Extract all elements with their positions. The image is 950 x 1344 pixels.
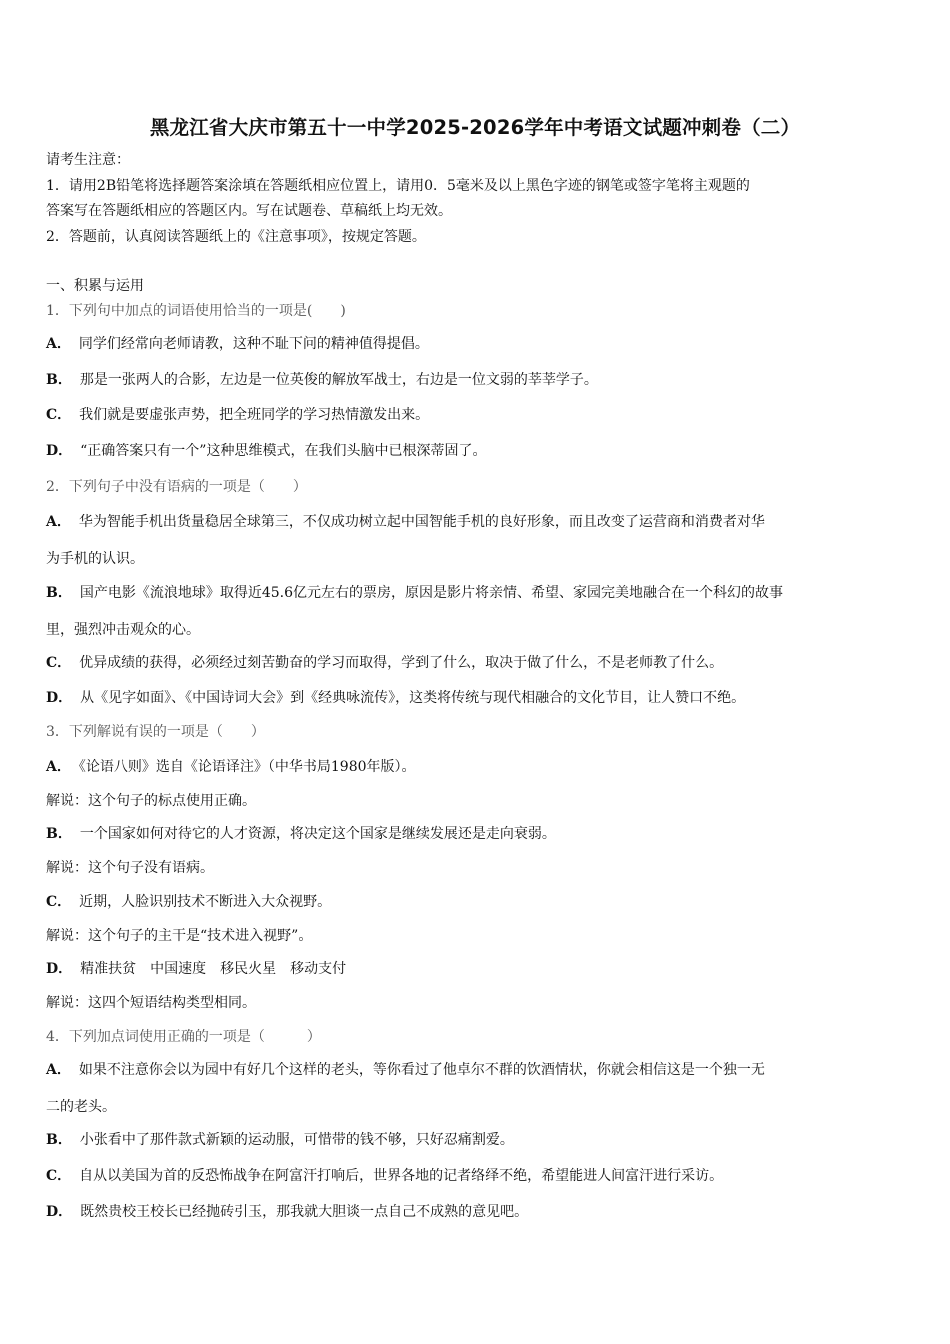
q2-option-d bbox=[46, 688, 908, 708]
notice-line-1-cont: 答案写在答题纸相应的答题区内。写在试题卷、草稿纸上均无效。 bbox=[46, 203, 452, 219]
option-label: D． bbox=[46, 1204, 73, 1220]
option-text: “正确答案只有一个”这种思维模式，在我们头脑中已根深蒂固了。 bbox=[80, 443, 487, 459]
q2-option-c bbox=[46, 653, 908, 673]
option-text: 如果不注意你会以为园中有好几个这样的老头，等你看过了他卓尔不群的饮酒情状，你就会相信这是一个独一无 bbox=[78, 1062, 765, 1078]
page-title: 黑龙江省大庆市第五十一中学2025-2026学年中考语文试题冲刺卷（二） bbox=[149, 116, 801, 139]
q1-option-c bbox=[46, 405, 908, 425]
option-label: B． bbox=[46, 826, 72, 842]
term: 移民火星 bbox=[220, 961, 277, 977]
option-label: C． bbox=[46, 407, 72, 423]
option-label: D． bbox=[46, 961, 73, 977]
q4-option-a-cont: 二的老头。 bbox=[46, 1099, 116, 1115]
option-label: A． bbox=[46, 1062, 71, 1078]
option-label: D． bbox=[46, 690, 73, 706]
q3-option-c-note: 解说：这个句子的主干是“技术进入视野”。 bbox=[46, 928, 313, 944]
question-4-stem: 4．下列加点词使用正确的一项是（ ） bbox=[46, 1029, 321, 1045]
term: 移动支付 bbox=[290, 961, 347, 977]
option-text: 优异成绩的获得，必须经过刻苦勤奋的学习而取得，学到了什么，取决于做了什么，不是老师教了什么。 bbox=[79, 655, 724, 671]
option-text: 既然贵校王校长已经抛砖引玉，那我就大胆谈一点自己不成熟的意见吧。 bbox=[80, 1204, 529, 1220]
q4-option-b bbox=[46, 1130, 908, 1150]
notice-heading: 请考生注意： bbox=[46, 152, 130, 168]
q1-option-b bbox=[46, 370, 908, 390]
q3-option-b-note: 解说：这个句子没有语病。 bbox=[46, 860, 214, 876]
option-text: 自从以美国为首的反恐怖战争在阿富汗打响后，世界各地的记者络绎不绝，希望能进人间富汗进行采访。 bbox=[79, 1168, 724, 1184]
option-text: 我们就是要虚张声势，把全班同学的学习热情激发出来。 bbox=[79, 407, 430, 423]
q1-option-a bbox=[46, 334, 908, 354]
q1-option-d bbox=[46, 441, 908, 461]
option-text: 国产电影《流浪地球》取得近45.6亿元左右的票房，原因是影片将亲情、希望、家园完美地融合在一个科幻的故事 bbox=[79, 585, 784, 601]
option-label: A． bbox=[46, 336, 71, 352]
option-text: 华为智能手机出货量稳居全球第三，不仅成功树立起中国智能手机的良好形象，而且改变了运营商和消费者对华 bbox=[78, 514, 765, 530]
q2-option-b bbox=[46, 583, 908, 603]
q3-option-c bbox=[46, 892, 908, 912]
option-label: B． bbox=[46, 585, 72, 601]
term: 中国速度 bbox=[150, 961, 207, 977]
q4-option-d bbox=[46, 1202, 908, 1222]
option-label: A． bbox=[46, 759, 71, 775]
question-3-stem: 3．下列解说有误的一项是（ ） bbox=[46, 724, 265, 740]
option-text: 一个国家如何对待它的人才资源，将决定这个国家是继续发展还是走向衰弱。 bbox=[79, 826, 556, 842]
option-label: A． bbox=[46, 514, 71, 530]
option-label: C． bbox=[46, 655, 72, 671]
q2-option-a-cont: 为手机的认识。 bbox=[46, 551, 144, 567]
option-label: C． bbox=[46, 894, 72, 910]
q3-option-a-note: 解说：这个句子的标点使用正确。 bbox=[46, 793, 256, 809]
option-text: 《论语八则》选自《论语译注》（中华书局1980年版）。 bbox=[78, 759, 416, 775]
q3-option-a bbox=[46, 757, 908, 777]
question-1-stem: 1．下列句中加点的词语使用恰当的一项是( ) bbox=[46, 303, 346, 319]
q3-option-d-note: 解说：这四个短语结构类型相同。 bbox=[46, 995, 256, 1011]
question-2-stem: 2．下列句子中没有语病的一项是（ ） bbox=[46, 479, 307, 495]
notice-line-1: 1．请用2B铅笔将选择题答案涂填在答题纸相应位置上，请用0．5毫米及以上黑色字迹的钢笔或签字笔将主观题的 bbox=[46, 178, 750, 194]
q4-option-a bbox=[46, 1060, 908, 1080]
q4-option-c bbox=[46, 1166, 908, 1186]
option-label: D． bbox=[46, 443, 73, 459]
term: 精准扶贫 bbox=[80, 961, 137, 977]
option-text: 小张看中了那件款式新颖的运动服，可惜带的钱不够，只好忍痛割爱。 bbox=[79, 1132, 514, 1148]
option-label: C． bbox=[46, 1168, 72, 1184]
option-label: B． bbox=[46, 372, 72, 388]
option-text: 近期，人脸识别技术不断进入大众视野。 bbox=[79, 894, 332, 910]
option-text: 同学们经常向老师请教，这种不耻下问的精神值得提倡。 bbox=[78, 336, 429, 352]
section-heading: 一、积累与运用 bbox=[46, 278, 144, 294]
q3-option-b bbox=[46, 824, 908, 844]
notice-line-2: 2．答题前，认真阅读答题纸上的《注意事项》，按规定答题。 bbox=[46, 229, 426, 245]
q2-option-a bbox=[46, 512, 908, 532]
option-text: 从《见字如面》、《中国诗词大会》到《经典咏流传》，这类将传统与现代相融合的文化节目，让人赞口不绝。 bbox=[80, 690, 746, 706]
option-text: 那是一张两人的合影，左边是一位英俊的解放军战士，右边是一位文弱的莘莘学子。 bbox=[79, 372, 598, 388]
q2-option-b-cont: 里，强烈冲击观众的心。 bbox=[46, 622, 200, 638]
option-label: B． bbox=[46, 1132, 72, 1148]
q3-option-d bbox=[46, 959, 908, 979]
